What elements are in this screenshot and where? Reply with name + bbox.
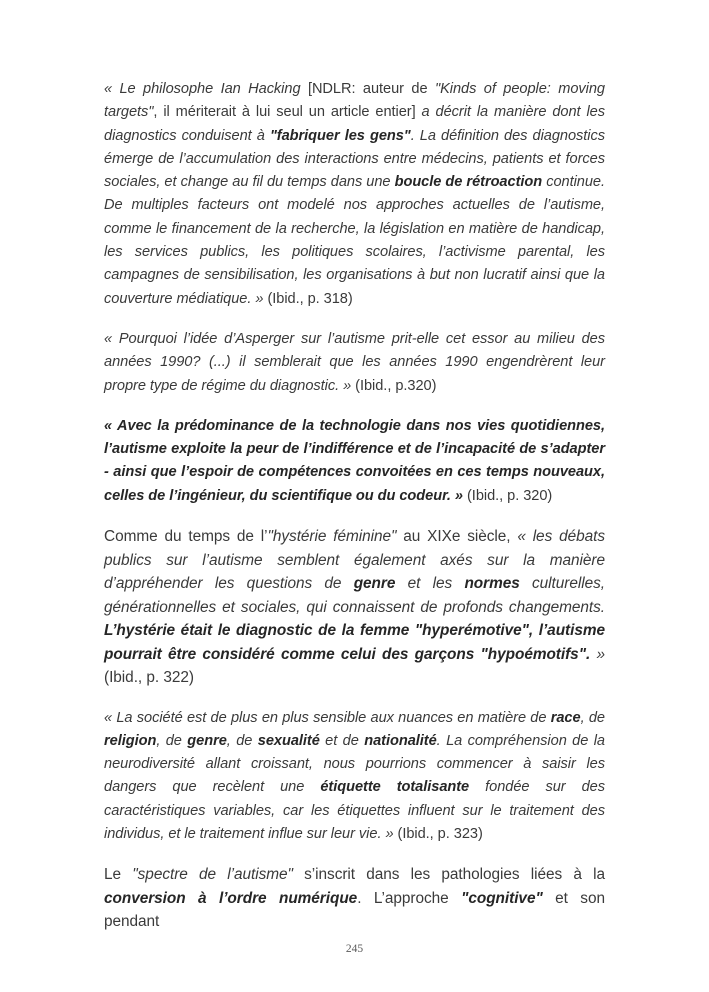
text-segment: , de bbox=[226, 732, 258, 749]
text-segment: "fabriquer les gens" bbox=[269, 127, 411, 144]
text-segment: (Ibid., p. 320) bbox=[467, 487, 553, 504]
text-segment: et son pendant bbox=[104, 889, 605, 931]
text-segment: race bbox=[550, 709, 581, 726]
text-segment: « Le philosophe Ian Hacking bbox=[104, 81, 308, 97]
text-segment: » bbox=[590, 645, 605, 663]
text-segment: culturelles, générationnelles et sociales, qui connaissent de profonds changements. bbox=[104, 575, 605, 616]
text-segment: Le bbox=[104, 866, 133, 884]
text-segment: (Ibid., p. 318) bbox=[267, 290, 353, 307]
text-segment: (Ibid., p.320) bbox=[355, 377, 437, 394]
text-segment: genre bbox=[353, 575, 396, 593]
text-segment: a décrit la manière dont les diagnostics conduisent à bbox=[104, 104, 605, 144]
paragraph-hysteria-comparison bbox=[104, 525, 605, 690]
text-segment: . La définition des diagnostics émerge de l’accumulation des interactions entre médecins, patients et forces sociales, et change au fil du temps dans une bbox=[104, 127, 605, 191]
text-segment: normes bbox=[464, 575, 520, 593]
text-segment: étiquette totalisante bbox=[320, 779, 470, 796]
paragraph-asperger-quote bbox=[104, 328, 605, 398]
page-body bbox=[104, 78, 605, 951]
text-segment: au XIXe siècle, bbox=[396, 528, 518, 546]
text-segment: (Ibid., p. 322) bbox=[104, 669, 194, 687]
paragraph-society-nuances-quote bbox=[104, 707, 605, 847]
text-segment: . L’approche bbox=[357, 889, 462, 907]
paragraph-hacking-quote bbox=[104, 78, 605, 311]
text-segment: continue. De multiples facteurs ont modelé nos approches actuelles de l’autisme, comme le financement de la recherche, la législation en matière de handicap, les services publics, les politiques scolaires, l’activisme parental, les campagnes de sensibilisation, les organisations à but non lucratif ainsi que la couverture médiatique. » bbox=[104, 174, 605, 307]
paragraph-autism-spectrum bbox=[104, 863, 605, 934]
text-segment: « les débats publics sur l’autisme semblent également axés sur la manière d’appréhender les questions de bbox=[104, 528, 605, 593]
text-segment: "spectre de l’autisme" bbox=[132, 866, 293, 884]
text-segment: « La société est de plus en plus sensible aux nuances en matière de bbox=[104, 709, 551, 726]
text-segment: Comme du temps de l’ bbox=[104, 528, 268, 546]
text-segment: nationalité bbox=[364, 732, 437, 749]
page-number: 245 bbox=[345, 943, 364, 955]
text-segment: L’hystérie était le diagnostic de la femme "hyperémotive", l’autisme pourrait être considéré comme celui des garçons "hypoémotifs". bbox=[104, 622, 605, 663]
text-segment: et les bbox=[395, 575, 465, 593]
text-segment: (Ibid., p. 323) bbox=[397, 826, 483, 843]
text-segment: [NDLR: auteur de bbox=[307, 81, 435, 97]
text-segment: s’inscrit dans les pathologies liées à la bbox=[292, 866, 605, 884]
text-segment: conversion à l’ordre numérique bbox=[104, 889, 358, 907]
text-segment: genre bbox=[187, 732, 227, 749]
text-segment: et de bbox=[319, 732, 365, 749]
text-segment: fondée sur des caractéristiques variables, car les étiquettes influent sur le traitement des individus, et le traitement influe sur leur vie. » bbox=[104, 779, 605, 843]
text-segment: « Pourquoi l’idée d’Asperger sur l’autisme prit-elle cet essor au milieu des années 1990? (...) il semblerait que les années 1990 engendrèrent leur propre type de régime du diagnostic. » bbox=[104, 330, 605, 394]
text-segment: "cognitive" bbox=[461, 889, 543, 907]
paragraph-technology-quote bbox=[104, 415, 605, 508]
text-segment: sexualité bbox=[257, 732, 320, 749]
text-segment: , de bbox=[156, 732, 188, 749]
text-segment: , il mériterait à lui seul un article entier] bbox=[153, 104, 422, 121]
text-segment: , de bbox=[580, 709, 605, 726]
text-segment: « Avec la prédominance de la technologie dans nos vies quotidiennes, l’autisme exploite la peur de l’indifférence et de l’incapacité de s’adapter - ainsi que l’espoir de compétences convoitées en ces temps nouveaux, celles de l’ingénieur, du scientifique ou du codeur. » bbox=[104, 417, 605, 504]
text-segment: . La compréhension de la neurodiversité allant croissant, nous pourrions commencer à saisir les dangers que recèlent une bbox=[104, 732, 605, 796]
text-segment: boucle de rétroaction bbox=[394, 174, 543, 191]
text-segment: "Kinds of people: moving targets" bbox=[104, 81, 605, 121]
text-segment: "hystérie féminine" bbox=[267, 528, 397, 546]
text-segment: religion bbox=[104, 732, 157, 749]
